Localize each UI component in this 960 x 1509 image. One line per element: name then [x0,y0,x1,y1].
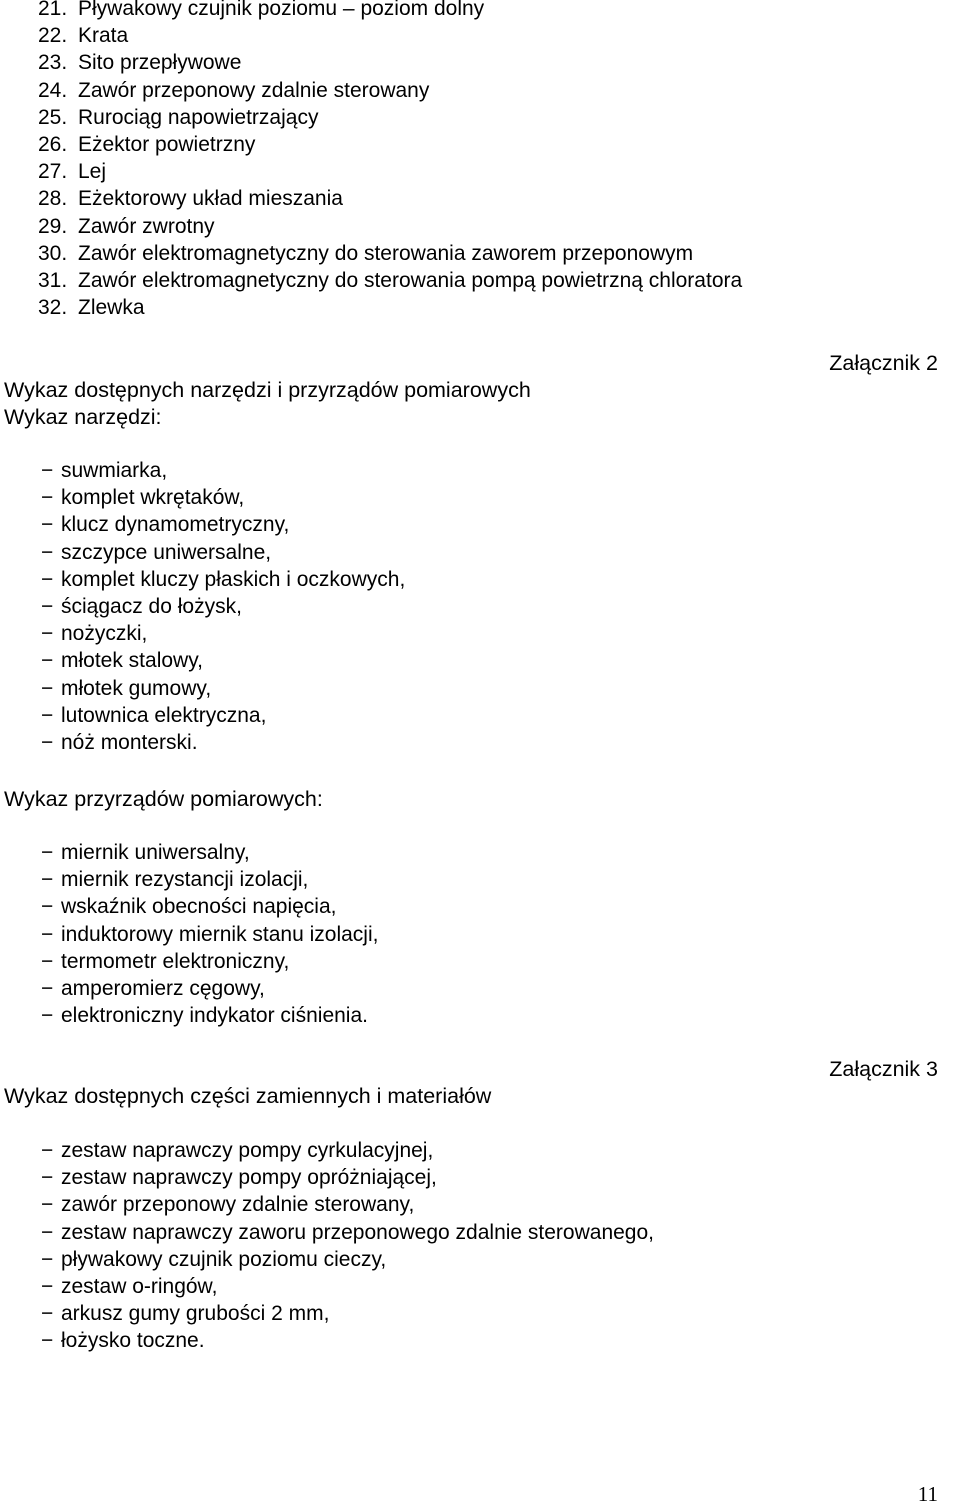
list-item [41,1273,654,1300]
list-item [41,948,378,975]
list-item [41,702,405,729]
item-text: komplet wkrętaków, [61,486,245,510]
dash-bullet: − [41,594,54,618]
dash-bullet: − [41,976,54,1000]
dash-bullet: − [41,1193,54,1217]
tools-list [41,457,405,756]
dash-bullet: − [41,649,54,673]
item-text: nóż monterski. [61,730,198,754]
item-text: lutownica elektryczna, [61,703,267,727]
page-number: 11 [917,1482,938,1506]
dash-bullet: − [41,486,54,510]
tools-heading: Wykaz narzędzi: [4,405,162,429]
item-text: Zawór przeponowy zdalnie sterowany [78,78,430,102]
item-text: zestaw o-ringów, [61,1274,218,1298]
dash-bullet: − [41,567,54,591]
list-item [38,158,742,185]
list-item [41,511,405,538]
item-text: Zawór zwrotny [78,214,215,238]
dash-bullet: − [41,676,54,700]
item-text: Lej [78,160,107,184]
item-text: Eżektorowy układ mieszania [78,187,343,211]
dash-bullet: − [41,540,54,564]
item-number: 27. [38,160,68,184]
item-text: Zlewka [78,296,145,320]
dash-bullet: − [41,1220,54,1244]
item-text: nożyczki, [61,622,148,646]
dash-bullet: − [41,1004,54,1028]
item-text: pływakowy czujnik poziomu cieczy, [61,1247,387,1271]
list-item [41,975,378,1002]
item-text: Sito przepływowe [78,51,242,75]
item-text: miernik rezystancji izolacji, [61,868,309,892]
item-text: zawór przeponowy zdalnie sterowany, [61,1193,415,1217]
item-number: 24. [38,78,68,102]
item-text: łożysko toczne. [61,1329,205,1353]
item-text: Rurociąg napowietrzający [78,105,319,129]
item-text: zestaw naprawczy pompy opróżniającej, [61,1166,437,1190]
attachment-3-label: Załącznik 3 [829,1057,938,1081]
list-item [41,1191,654,1218]
item-number: 31. [38,268,68,292]
attachment-2-label: Załącznik 2 [829,351,938,375]
dash-bullet: − [41,841,54,864]
item-number: 28. [38,187,68,211]
attachment-2-title: Wykaz dostępnych narzędzi i przyrządów pomiarowych [4,378,531,402]
list-item [41,893,378,920]
list-item [41,593,405,620]
list-item [41,1300,654,1327]
item-text: amperomierz cęgowy, [61,976,265,1000]
item-text: szczypce uniwersalne, [61,540,272,564]
list-item [38,104,742,131]
components-list [38,0,742,321]
list-item [41,866,378,893]
dash-bullet: − [41,1166,54,1190]
list-item [38,240,742,267]
item-text: Eżektor powietrzny [78,132,256,156]
list-item [41,1002,378,1029]
dash-bullet: − [41,703,54,727]
list-item [38,0,742,22]
list-item [38,22,742,49]
parts-list [41,1137,654,1355]
item-text: Zawór elektromagnetyczny do sterowania pompą powietrzną chloratora [78,268,743,292]
dash-bullet: − [41,1139,54,1162]
list-item [38,49,742,76]
item-text: klucz dynamometryczny, [61,513,290,537]
item-number: 32. [38,296,68,320]
list-item [41,1246,654,1273]
list-item [38,294,742,321]
item-number: 21. [38,0,68,20]
item-text: Zawór elektromagnetyczny do sterowania zaworem przeponowym [78,241,694,265]
list-item [41,484,405,511]
item-text: Pływakowy czujnik poziomu – poziom dolny [78,0,485,20]
list-item [41,1137,654,1164]
list-item [41,620,405,647]
item-text: komplet kluczy płaskich i oczkowych, [61,567,406,591]
item-text: suwmiarka, [61,459,168,482]
dash-bullet: − [41,949,54,973]
item-text: zestaw naprawczy zaworu przeponowego zdalnie sterowanego, [61,1220,655,1244]
list-item [41,729,405,756]
list-item [38,267,742,294]
item-text: ściągacz do łożysk, [61,594,242,618]
attachment-3-title: Wykaz dostępnych części zamiennych i materiałów [4,1084,492,1108]
item-number: 23. [38,51,68,75]
instruments-heading: Wykaz przyrządów pomiarowych: [4,787,323,811]
item-text: młotek gumowy, [61,676,212,700]
list-item [41,675,405,702]
item-text: młotek stalowy, [61,649,203,673]
dash-bullet: − [41,622,54,646]
item-text: wskaźnik obecności napięcia, [61,895,337,919]
item-text: zestaw naprawczy pompy cyrkulacyjnej, [61,1139,434,1162]
item-number: 25. [38,105,68,129]
item-number: 22. [38,24,68,48]
dash-bullet: − [41,1302,54,1326]
item-number: 26. [38,132,68,156]
list-item [38,213,742,240]
item-text: miernik uniwersalny, [61,841,250,864]
item-text: induktorowy miernik stanu izolacji, [61,922,379,946]
list-item [41,566,405,593]
dash-bullet: − [41,1247,54,1271]
dash-bullet: − [41,895,54,919]
list-item [41,1219,654,1246]
list-item [41,1327,654,1354]
dash-bullet: − [41,1274,54,1298]
instruments-list [41,839,378,1029]
item-text: termometr elektroniczny, [61,949,290,973]
list-item [41,539,405,566]
list-item [38,131,742,158]
list-item [38,185,742,212]
dash-bullet: − [41,513,54,537]
list-item [41,457,405,484]
list-item [41,921,378,948]
item-text: Krata [78,24,129,48]
dash-bullet: − [41,1329,54,1353]
list-item [38,77,742,104]
dash-bullet: − [41,868,54,892]
item-text: elektroniczny indykator ciśnienia. [61,1004,368,1028]
item-number: 29. [38,214,68,238]
dash-bullet: − [41,730,54,754]
list-item [41,647,405,674]
list-item [41,1164,654,1191]
item-number: 30. [38,241,68,265]
item-text: arkusz gumy grubości 2 mm, [61,1302,330,1326]
dash-bullet: − [41,922,54,946]
list-item [41,839,378,866]
dash-bullet: − [41,459,54,482]
